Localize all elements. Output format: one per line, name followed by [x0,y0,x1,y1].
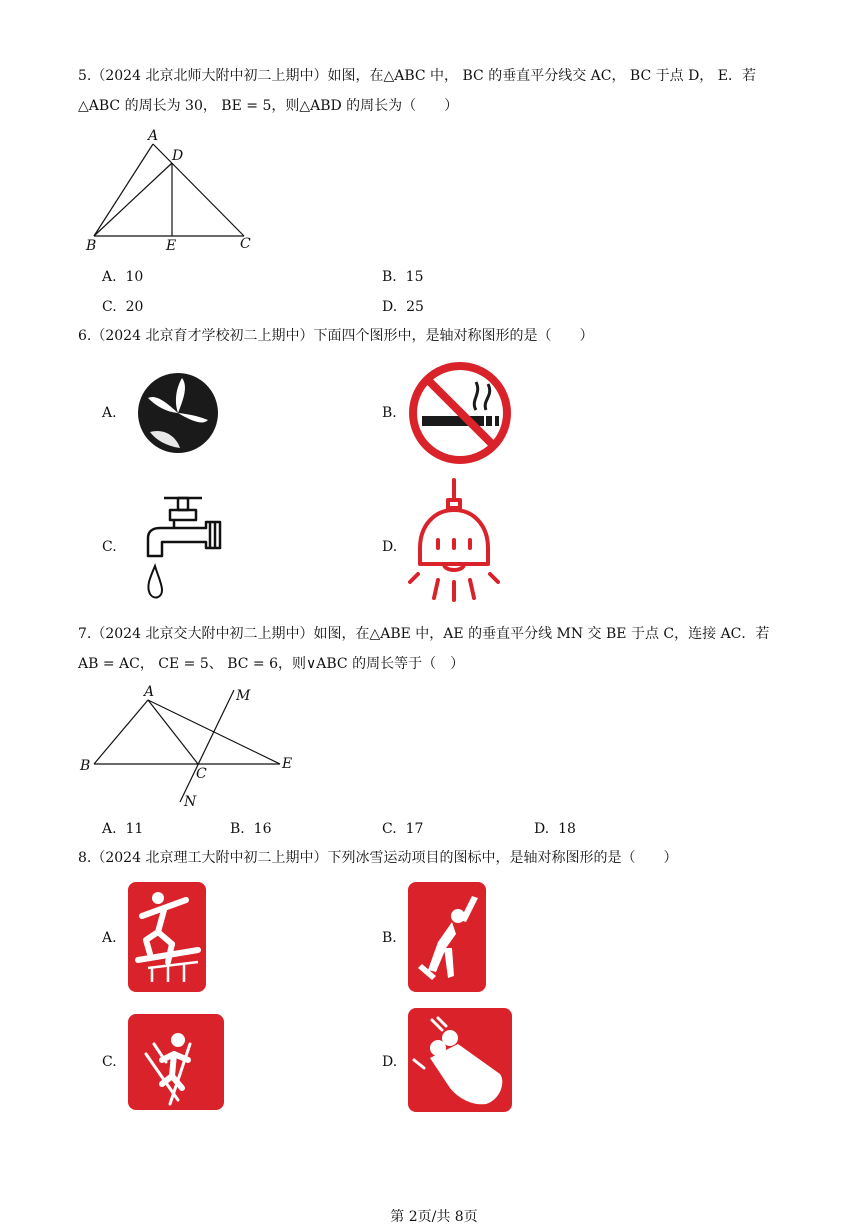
q7-option-b[interactable]: B. 16 [230,821,272,837]
q6-option-a-label[interactable]: A. [102,405,117,421]
q7-number: 7. [78,626,92,642]
q5-option-a[interactable]: A. 10 [102,269,144,285]
q7-stem: 如图，在△ABE 中，AE 的垂直平分线 MN 交 BE 于点 C，连接 AC．若 [313,626,770,642]
q8-source: （2024 北京理工大附中初二上期中） [91,850,328,866]
q5-option-c[interactable]: C. 20 [102,299,144,315]
no-smoking-icon[interactable] [406,360,514,466]
q5-label-b: B [86,238,97,254]
q6-number: 6. [78,328,92,344]
q7-option-c[interactable]: C. 17 [382,821,424,837]
q5-option-b[interactable]: B. 15 [382,269,424,285]
q5-line2: △ABC 的周长为 30， BE = 5，则△ABD 的周长为（ ） [78,98,459,114]
q8-option-c-label[interactable]: C. [102,1054,117,1070]
speed-skating-pictogram-icon[interactable] [408,882,486,992]
q7-label-m: M [236,688,251,704]
q8-line1 [78,848,677,868]
q5-source: （2024 北京北师大附中初二上期中） [91,68,328,84]
q5-label-e: E [166,238,177,254]
tri-blade-logo-icon[interactable] [136,372,220,454]
q7-label-c: C [196,766,207,782]
freestyle-ski-pictogram-icon[interactable] [128,1014,224,1110]
bobsleigh-pictogram-icon[interactable] [408,1008,512,1112]
q8-option-a-label[interactable]: A. [102,930,117,946]
q7-triangle-figure [76,682,306,812]
q7-label-n: N [184,794,197,810]
q5-number: 5. [78,68,92,84]
q6-stem: 下面四个图形中，是轴对称图形的是（ ） [313,328,594,344]
q5-label-a: A [148,128,159,144]
q5-option-d[interactable]: D. 25 [382,299,424,315]
q7-line2: AB = AC， CE = 5、 BC = 6，则∨ABC 的周长等于（ ） [78,656,465,672]
q7-line1 [78,624,769,644]
q5-label-d: D [172,148,184,164]
q6-option-d-label[interactable]: D. [382,539,398,555]
q7-label-e: E [282,756,293,772]
q7-label-a: A [144,684,155,700]
q6-source: （2024 北京育才学校初二上期中） [91,328,314,344]
q7-label-b: B [80,758,91,774]
q8-option-d-label[interactable]: D. [382,1054,398,1070]
page-footer: 第 2页/共 8页 [390,1209,478,1225]
q6-line1 [78,326,593,346]
q6-option-b-label[interactable]: B. [382,405,397,421]
q5-label-c: C [240,236,251,252]
hanging-lamp-icon[interactable] [408,478,500,606]
water-faucet-icon[interactable] [140,490,230,602]
q8-option-b-label[interactable]: B. [382,930,397,946]
q5-stem: 如图，在△ABC 中， BC 的垂直平分线交 AC， BC 于点 D， E．若 [327,68,756,84]
q7-source: （2024 北京交大附中初二上期中） [91,626,314,642]
q8-stem: 下列冰雪运动项目的图标中，是轴对称图形的是（ ） [327,850,678,866]
q8-number: 8. [78,850,92,866]
snowboard-pictogram-icon[interactable] [128,882,206,992]
q6-option-c-label[interactable]: C. [102,539,117,555]
q7-option-d[interactable]: D. 18 [534,821,576,837]
q5-triangle-figure [80,126,260,256]
q7-option-a[interactable]: A. 11 [102,821,144,837]
q5-line1 [78,66,756,86]
